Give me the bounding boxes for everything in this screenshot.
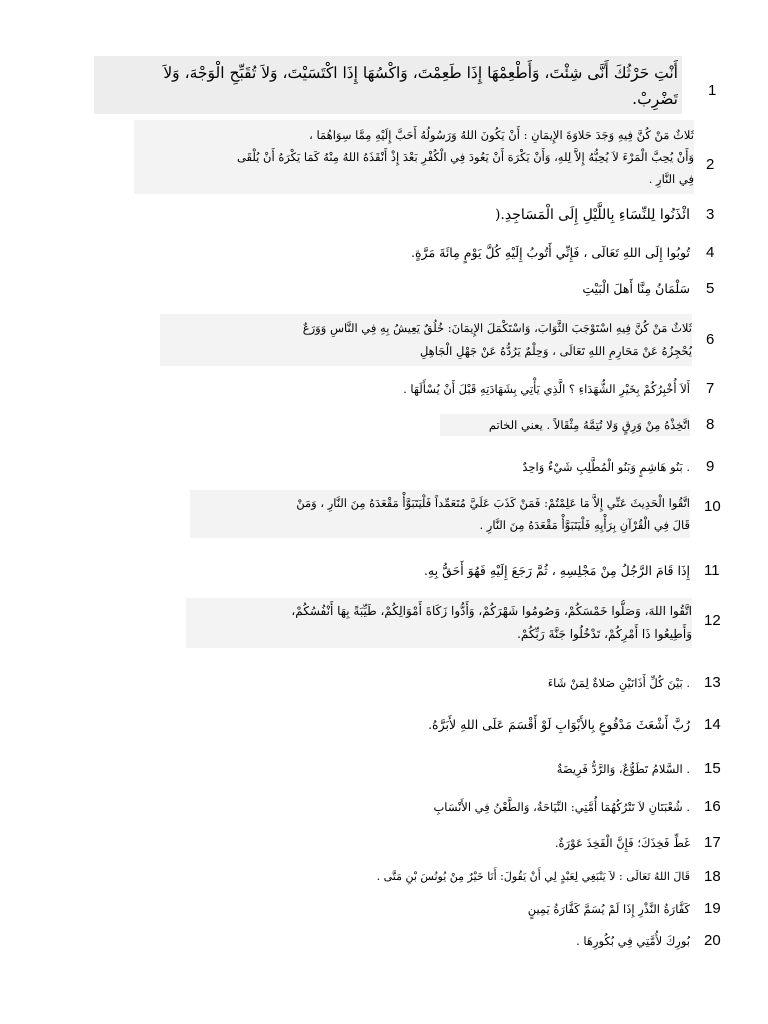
item-number: 2 xyxy=(706,156,715,173)
item-number: 5 xyxy=(706,280,715,297)
item-number: 12 xyxy=(704,612,721,629)
hadith-text-15: . السَّلامُ تَطَوُّعٌ، وَالرَّدُّ فَرِيضَةٌ xyxy=(556,762,690,776)
item-number: 18 xyxy=(704,868,721,885)
hadith-item-4 xyxy=(0,242,768,266)
hadith-item-17 xyxy=(0,832,768,856)
hadith-item-1 xyxy=(0,56,768,114)
item-number: 13 xyxy=(704,674,721,691)
hadith-item-13 xyxy=(0,672,768,696)
hadith-line: فِي النَّارِ . xyxy=(648,172,694,186)
hadith-text-12 xyxy=(186,598,692,648)
hadith-item-7 xyxy=(0,378,768,402)
hadith-text-7: أَلاَ أُخْبِرُكُمْ بِخَيْرِ الشُّهَدَاءِ ؟ الَّذِي يَأْتِي بِشَهَادَتِهِ قَبْلَ أَنْ يُسْأَلَهَا . xyxy=(403,382,690,396)
hadith-text-5: سَلْمَانُ مِنَّا أَهلَ الْبَيْتِ xyxy=(582,281,690,296)
item-number: 4 xyxy=(706,244,715,261)
hadith-text-2 xyxy=(134,120,694,194)
hadith-item-11 xyxy=(0,560,768,584)
item-number: 16 xyxy=(704,798,721,815)
item-number: 10 xyxy=(704,498,721,515)
hadith-line: اتَّقُوا الْحَدِيثَ عَنِّي إِلاَّ مَا عَلِمْتُمْ: فَمَنْ كَذَبَ عَلَيَّ مُتَعَمِّداً فَلْيَتَبَوَّأْ مَقْعَدَهُ مِنَ النَّارِ ، وَمَنْ xyxy=(296,496,690,510)
hadith-item-14 xyxy=(0,714,768,738)
hadith-text-19: كَفَّارَةُ النَّذْرِ إِذَا لَمْ يُسَمَّ كَفَّارَةُ يَمِينٍ xyxy=(527,902,690,916)
item-number: 11 xyxy=(704,562,720,579)
hadith-line: قَالَ فِي الْقُرْآنِ بِرَأْيِهِ فَلْيَتَبَوَّأْ مَقْعَدَهُ مِنَ النَّارِ . xyxy=(479,518,690,532)
item-number: 1 xyxy=(708,82,717,99)
item-number: 15 xyxy=(704,760,721,777)
hadith-text-18: قَالَ اللهُ تَعَالَى : لاَ يَنْبَغِي لِعَبْدٍ لِي أَنْ يَقُولَ: أَنَا خَيْرٌ مِنْ يُونُسَ بْنِ مَتَّى . xyxy=(376,870,690,883)
hadith-text-8: اتَّخِذْهُ مِنْ وَرِقٍ وَلا تُتِمَّهُ مِثْقَالاً . يعني الخاتم xyxy=(440,414,690,436)
hadith-item-19 xyxy=(0,898,768,922)
hadith-text-10 xyxy=(190,490,690,538)
hadith-text-4: تُوبُوا إِلَى اللهِ تَعَالَى ، فَإِنِّي أَتُوبُ إِلَيْهِ كُلَّ يَوْمٍ مِائَةَ مَرَّةٍ. xyxy=(411,245,690,260)
hadith-item-9 xyxy=(0,456,768,480)
hadith-line: ثَلاثٌ مَنْ كُنَّ فِيهِ اسْتَوْجَبَ الثَّوَابَ، وَاسْتَكْمَلَ الإِيمَانَ: خُلُقٌ يَعِيشُ بِهِ فِي النَّاسِ وَوَرَعٌ xyxy=(302,321,692,335)
item-number: 8 xyxy=(706,416,715,433)
hadith-item-2 xyxy=(0,120,768,194)
item-number: 14 xyxy=(704,716,721,733)
item-number: 20 xyxy=(704,932,721,949)
hadith-item-18 xyxy=(0,866,768,890)
hadith-item-8 xyxy=(0,414,768,438)
hadith-item-12 xyxy=(0,598,768,648)
hadith-text-9: . بَنُو هَاشِمٍ وَبَنُو الْمُطَّلِبِ شَيْءٌ وَاحِدٌ xyxy=(522,460,690,474)
hadith-text-6 xyxy=(160,314,692,366)
hadith-item-10 xyxy=(0,490,768,538)
hadith-line: اتَّقُوا اللهَ، وَصَلُّوا خَمْسَكُمْ، وَصُومُوا شَهْرَكُمْ، وَأَدُّوا زَكَاةَ أَمْوَالِكُمْ، طَيِّبَةً بِهَا أَنْفُسُكُمْ، xyxy=(291,604,692,618)
item-number: 7 xyxy=(706,380,715,397)
hadith-item-20 xyxy=(0,930,768,954)
hadith-line: ثَلاثٌ مَنْ كُنَّ فِيهِ وَجَدَ حَلاوَةَ الإِيمَانِ : أَنْ يَكُونَ اللهُ وَرَسُولُهُ أَحَبَّ إِلَيْهِ مِمَّا سِوَاهُمَا ، xyxy=(309,128,694,142)
hadith-text-20: بُورِكَ لأُمَّتِي فِي بُكُورِهَا . xyxy=(576,934,690,948)
item-number: 6 xyxy=(706,331,715,348)
hadith-item-6 xyxy=(0,314,768,366)
hadith-text-16: . شُعْبَتَانِ لاَ تَتْرُكُهُمَا أُمَّتِي: النِّيَاحَةُ، وَالطَّعْنُ فِي الأَنْسَابِ xyxy=(433,800,690,814)
hadith-item-3 xyxy=(0,204,768,228)
hadith-line: وَأَطِيعُوا ذَا أَمْرِكُمْ، تَدْخُلُوا جَنَّةَ رَبِّكُمْ. xyxy=(517,627,692,641)
hadith-line: يُحْجِزُهُ عَنْ مَحَارِمِ اللهِ تَعَالَى ، وَحِلْمٌ يَرُدُّهُ عَنْ جَهْلِ الْجَاهِلِ xyxy=(419,344,692,358)
hadith-line: أَنْتِ حَرْثُكَ أَنَّى شِئْتَ، وَأَطْعِمْهَا إِذَا طَعِمْتَ، وَاكْسُهَا إِذَا اكْتَسَيْتَ، وَلاَ تُقَبِّحِ الْوَجْهَ، وَلاَ xyxy=(163,64,678,82)
hadith-text-14: رُبَّ أَشْعَثَ مَدْفُوعٍ بِالأَبْوَابِ لَوْ أَقْسَمَ عَلَى اللهِ لأَبَرَّهُ. xyxy=(428,717,690,732)
hadith-text-17: غَطِّ فَخِذَكَ؛ فَإِنَّ الْفَخِذَ عَوْرَةٌ. xyxy=(554,836,690,850)
item-number: 9 xyxy=(706,458,715,475)
hadith-item-16 xyxy=(0,796,768,820)
hadith-text-11: إِذَا قَامَ الرَّجُلُ مِنْ مَجْلِسِهِ ، ثُمَّ رَجَعَ إِلَيْهِ فَهُوَ أَحَقُّ بِهِ. xyxy=(423,563,690,578)
hadith-item-5 xyxy=(0,278,768,302)
item-number: 17 xyxy=(704,834,721,851)
hadith-text-13: . بَيْنَ كُلِّ أَذَانَيْنِ صَلاةٌ لِمَنْ شَاءَ xyxy=(547,676,690,690)
hadith-item-15 xyxy=(0,758,768,782)
item-number: 3 xyxy=(706,206,715,223)
hadith-line: وَأَنْ يُحِبَّ الْمَرْءَ لاَ يُحِبُّهُ إِلاَّ لِلهِ، وَأَنْ يَكْرَهَ أَنْ يَعُودَ فِي الْكُفْرِ بَعْدَ إِذْ أَنْقَذَهُ اللهُ مِنْهُ كَمَا يَكْرَهُ أَنْ يُلْقَى xyxy=(236,150,694,164)
item-number: 19 xyxy=(704,900,721,917)
hadith-line: تَضْرِبْ. xyxy=(632,90,678,108)
hadith-text-3: ائْذَنُوا لِلنِّسَاءِ بِاللَّيْلِ إِلَى الْمَسَاجِدِ.( xyxy=(494,207,690,223)
hadith-text-1 xyxy=(94,56,682,114)
